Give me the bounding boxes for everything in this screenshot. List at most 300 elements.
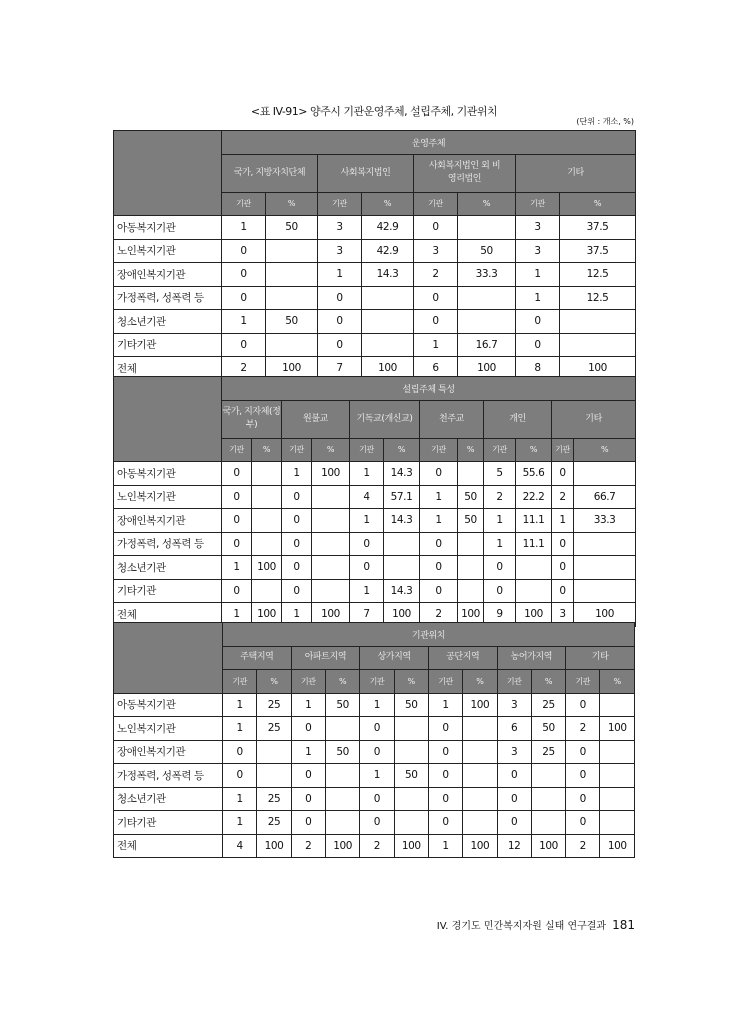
row-label: 기타기관 [114,811,223,835]
table-cell: 2 [552,485,574,509]
table-cell [312,532,350,556]
unit-header: % [574,438,636,462]
table-cell: 0 [360,787,394,811]
sub-header: 개인 [484,400,552,438]
row-label: 아동복지기관 [114,693,223,717]
table-cell: 0 [516,310,560,334]
row-label: 전체 [114,603,222,627]
table-row [114,787,635,811]
table-cell [458,310,516,334]
unit-header: 기관 [566,670,600,694]
table-cell [312,556,350,580]
row-label: 기타기관 [114,579,222,603]
table-cell: 100 [252,556,282,580]
table-cell [600,811,635,835]
table-cell: 0 [414,286,458,310]
table-cell [362,310,414,334]
unit-header: % [252,438,282,462]
unit-header: 기관 [222,438,252,462]
table-cell: 100 [560,357,636,381]
table-cell: 0 [552,462,574,486]
sub-header: 국가, 지방자치단체 [222,154,318,192]
table-cell: 0 [291,717,325,741]
table-cell: 0 [222,509,252,533]
row-label: 가정폭력, 성폭력 등 [114,532,222,556]
table-cell: 1 [428,834,462,858]
table-cell [252,462,282,486]
sub-header: 상가지역 [360,646,429,670]
table-cell [266,263,318,287]
table-cell: 0 [318,333,362,357]
row-label: 청소년기관 [114,310,222,334]
row-label: 노인복지기관 [114,485,222,509]
table-cell [458,462,484,486]
table-cell: 0 [318,310,362,334]
table-row [114,532,636,556]
table-cell: 100 [463,693,497,717]
table-cell: 0 [291,811,325,835]
table-cell: 100 [463,834,497,858]
table-cell: 100 [384,603,420,627]
unit-header: 기관 [222,192,266,216]
table-cell: 100 [266,357,318,381]
table-row [114,263,636,287]
table-cell: 0 [566,811,600,835]
table-cell: 0 [428,740,462,764]
table-cell [325,787,359,811]
table-cell: 9 [484,603,516,627]
table-cell: 0 [318,286,362,310]
table-cell: 0 [497,764,531,788]
table-cell: 50 [531,717,565,741]
footer-text: IV. 경기도 민간복지자원 실태 연구결과 [436,921,607,932]
table-cell: 1 [282,603,312,627]
table-cell: 0 [282,532,312,556]
table-cell: 100 [458,357,516,381]
table-cell: 14.3 [384,579,420,603]
table-cell: 0 [428,717,462,741]
table-cell [516,579,552,603]
table-cell [266,286,318,310]
table-cell: 2 [566,717,600,741]
table-cell: 12.5 [560,263,636,287]
table-cell: 1 [318,263,362,287]
row-header-stub [114,131,222,216]
table-cell [458,579,484,603]
table-cell: 0 [350,532,384,556]
table-cell: 22.2 [516,485,552,509]
row-label: 가정폭력, 성폭력 등 [114,764,223,788]
table-cell: 50 [266,216,318,240]
table-cell: 0 [414,216,458,240]
table-cell [531,787,565,811]
table-cell [266,239,318,263]
row-label: 청소년기관 [114,556,222,580]
table-row [114,740,635,764]
table-cell: 7 [350,603,384,627]
table-cell: 0 [222,579,252,603]
row-label: 가정폭력, 성폭력 등 [114,286,222,310]
group-header: 운영주체 [222,131,636,155]
table-cell [362,286,414,310]
table-cell: 100 [574,603,636,627]
table-cell: 1 [350,509,384,533]
sub-header: 농어가지역 [497,646,566,670]
table-cell: 2 [566,834,600,858]
table-cell: 33.3 [574,509,636,533]
unit-header: 기관 [223,670,257,694]
table-cell [458,532,484,556]
table-cell: 1 [291,740,325,764]
unit-header: % [257,670,291,694]
sub-header: 주택지역 [223,646,292,670]
sub-header: 기타 [516,154,636,192]
table-cell: 14.3 [384,509,420,533]
table-row [114,556,636,580]
table-cell: 0 [566,693,600,717]
table-cell: 0 [484,579,516,603]
table-cell: 100 [257,834,291,858]
table-operating-entity [113,130,636,381]
sub-header: 사회복지법인 외 비영리법인 [414,154,516,192]
table-cell [531,811,565,835]
table-cell: 3 [497,693,531,717]
unit-header: % [516,438,552,462]
unit-header: 기관 [350,438,384,462]
table-cell: 16.7 [458,333,516,357]
table-cell: 0 [222,485,252,509]
table-cell: 0 [291,764,325,788]
table-cell [458,216,516,240]
table-cell [560,310,636,334]
table-cell [312,485,350,509]
table-cell: 57.1 [384,485,420,509]
table-cell: 0 [222,333,266,357]
table-cell: 0 [420,579,458,603]
table-cell: 100 [252,603,282,627]
table-cell: 2 [484,485,516,509]
table-cell: 1 [222,216,266,240]
table-cell: 25 [257,693,291,717]
sub-header: 사회복지법인 [318,154,414,192]
row-label: 장애인복지기관 [114,263,222,287]
table-founding-entity [113,376,636,627]
table-cell [252,509,282,533]
table-cell: 1 [223,717,257,741]
unit-header: % [384,438,420,462]
table-cell [458,286,516,310]
table-cell [574,556,636,580]
table-cell: 50 [325,740,359,764]
table-cell: 2 [291,834,325,858]
page-number: 181 [612,918,635,932]
row-label: 장애인복지기관 [114,740,223,764]
unit-header: % [394,670,428,694]
unit-header: 기관 [428,670,462,694]
table-cell: 1 [223,787,257,811]
table-cell: 1 [552,509,574,533]
table-cell: 1 [516,263,560,287]
table-cell: 1 [420,485,458,509]
table-cell: 0 [360,717,394,741]
row-label: 기타기관 [114,333,222,357]
unit-header: % [362,192,414,216]
table-cell [574,462,636,486]
table-cell [257,764,291,788]
table-cell: 1 [484,532,516,556]
table-cell [574,532,636,556]
table-cell: 4 [350,485,384,509]
unit-header: 기관 [552,438,574,462]
table-row [114,579,636,603]
sub-header: 천주교 [420,400,484,438]
table-cell: 100 [458,603,484,627]
table-cell: 2 [222,357,266,381]
unit-header: % [463,670,497,694]
unit-header: % [325,670,359,694]
table-cell: 0 [428,764,462,788]
table-cell [384,556,420,580]
unit-header: 기관 [497,670,531,694]
unit-header: 기관 [291,670,325,694]
table-cell [574,579,636,603]
sub-header: 국가, 지자체(정부) [222,400,282,438]
table-row [114,485,636,509]
table-cell: 3 [497,740,531,764]
table-cell: 0 [552,556,574,580]
table-cell [252,579,282,603]
unit-header: 기관 [282,438,312,462]
table-cell [325,717,359,741]
table-cell: 0 [484,556,516,580]
page-footer [437,917,635,932]
table-cell: 1 [282,462,312,486]
table-cell: 0 [497,811,531,835]
table-row [114,717,635,741]
table-cell: 0 [360,811,394,835]
sub-header: 기독교(개신교) [350,400,420,438]
table-row [114,333,636,357]
table-row [114,811,635,835]
table-cell: 2 [360,834,394,858]
table-cell [600,740,635,764]
table-cell: 1 [420,509,458,533]
table-cell: 8 [516,357,560,381]
table-cell: 37.5 [560,239,636,263]
table-cell [394,740,428,764]
table-cell: 100 [516,603,552,627]
table-cell: 0 [566,764,600,788]
table-cell: 33.3 [458,263,516,287]
table-cell [516,556,552,580]
table-cell: 12 [497,834,531,858]
table-cell: 100 [531,834,565,858]
table-cell [531,764,565,788]
row-label: 전체 [114,357,222,381]
row-header-stub [114,623,223,694]
table-cell [252,485,282,509]
table-cell: 1 [223,693,257,717]
table-cell [384,532,420,556]
table-cell: 50 [458,485,484,509]
unit-header: % [600,670,635,694]
table-row [114,462,636,486]
table-cell: 100 [362,357,414,381]
unit-header: 기관 [318,192,362,216]
table-cell: 25 [257,787,291,811]
table-cell [257,740,291,764]
table-cell: 0 [222,532,252,556]
table-cell: 1 [223,811,257,835]
table-cell: 0 [428,787,462,811]
table-cell: 100 [312,462,350,486]
table-row [114,693,635,717]
table-cell: 1 [350,579,384,603]
table-cell: 0 [552,579,574,603]
sub-header: 원불교 [282,400,350,438]
table-cell [312,509,350,533]
table-cell [325,764,359,788]
table-cell: 0 [350,556,384,580]
table-cell [458,556,484,580]
table-cell [560,333,636,357]
table-row [114,286,636,310]
table-cell: 2 [420,603,458,627]
table-cell: 0 [516,333,560,357]
sub-header: 기타 [552,400,636,438]
table-cell [463,740,497,764]
table-row [114,764,635,788]
table-cell: 0 [282,485,312,509]
table-cell: 0 [223,740,257,764]
table-cell: 0 [566,740,600,764]
row-label: 청소년기관 [114,787,223,811]
row-header-stub [114,377,222,462]
table-cell: 50 [394,693,428,717]
table-cell: 50 [458,509,484,533]
sub-header: 기타 [566,646,635,670]
table-cell: 3 [516,216,560,240]
row-label: 전체 [114,834,223,858]
table-institution-location [113,622,635,858]
table-cell [463,811,497,835]
unit-header: 기관 [516,192,560,216]
table-cell: 100 [325,834,359,858]
table-cell: 6 [497,717,531,741]
table-cell: 1 [516,286,560,310]
table-row [114,509,636,533]
table-cell: 0 [282,509,312,533]
unit-header: % [312,438,350,462]
unit-header: % [458,438,484,462]
table-cell: 0 [222,239,266,263]
row-label: 노인복지기관 [114,239,222,263]
table-cell: 25 [257,811,291,835]
table-cell: 1 [414,333,458,357]
table-cell: 100 [312,603,350,627]
table-cell: 1 [350,462,384,486]
table-cell: 3 [318,216,362,240]
table-row [114,834,635,858]
table-cell [266,333,318,357]
row-label: 노인복지기관 [114,717,223,741]
table-cell [394,717,428,741]
table-cell: 25 [531,693,565,717]
group-header: 기관위치 [223,623,635,647]
table-cell: 50 [394,764,428,788]
table-cell: 0 [291,787,325,811]
unit-header: % [560,192,636,216]
row-label: 아동복지기관 [114,462,222,486]
table-cell: 1 [484,509,516,533]
table-cell [463,717,497,741]
table-cell: 50 [458,239,516,263]
table-cell: 100 [394,834,428,858]
unit-header: % [458,192,516,216]
table-cell: 0 [282,579,312,603]
table-cell: 0 [222,462,252,486]
table-cell: 0 [222,263,266,287]
table-cell: 0 [420,462,458,486]
table-cell: 1 [428,693,462,717]
table-row [114,239,636,263]
table-cell: 7 [318,357,362,381]
unit-header: 기관 [484,438,516,462]
sub-header: 아파트지역 [291,646,360,670]
unit-header: % [531,670,565,694]
table-cell: 50 [325,693,359,717]
table-cell: 100 [600,834,635,858]
sub-header: 공단지역 [428,646,497,670]
table-cell: 11.1 [516,509,552,533]
table-cell [600,787,635,811]
table-cell: 0 [282,556,312,580]
table-cell: 1 [360,764,394,788]
table-cell: 0 [222,286,266,310]
table-cell: 14.3 [362,263,414,287]
unit-header: 기관 [360,670,394,694]
table-cell: 4 [223,834,257,858]
table-cell: 50 [266,310,318,334]
table-cell [463,787,497,811]
table-cell: 3 [516,239,560,263]
table-cell [252,532,282,556]
table-cell: 37.5 [560,216,636,240]
table-cell: 0 [420,532,458,556]
table-cell: 3 [318,239,362,263]
table-row [114,216,636,240]
table-cell: 55.6 [516,462,552,486]
table-cell [362,333,414,357]
table-cell: 11.1 [516,532,552,556]
table-cell: 66.7 [574,485,636,509]
table-cell: 0 [552,532,574,556]
table-cell [312,579,350,603]
group-header: 설립주체 특성 [222,377,636,401]
table-cell: 0 [414,310,458,334]
table-cell: 0 [566,787,600,811]
table-cell: 0 [428,811,462,835]
unit-header: % [266,192,318,216]
table-cell: 2 [414,263,458,287]
table-cell [325,811,359,835]
table-title: <표 IV-91> 양주시 기관운영주체, 설립주체, 기관위치 [250,105,498,118]
unit-header: 기관 [414,192,458,216]
table-cell: 1 [291,693,325,717]
table-cell: 0 [420,556,458,580]
table-cell: 0 [497,787,531,811]
table-cell: 3 [414,239,458,263]
